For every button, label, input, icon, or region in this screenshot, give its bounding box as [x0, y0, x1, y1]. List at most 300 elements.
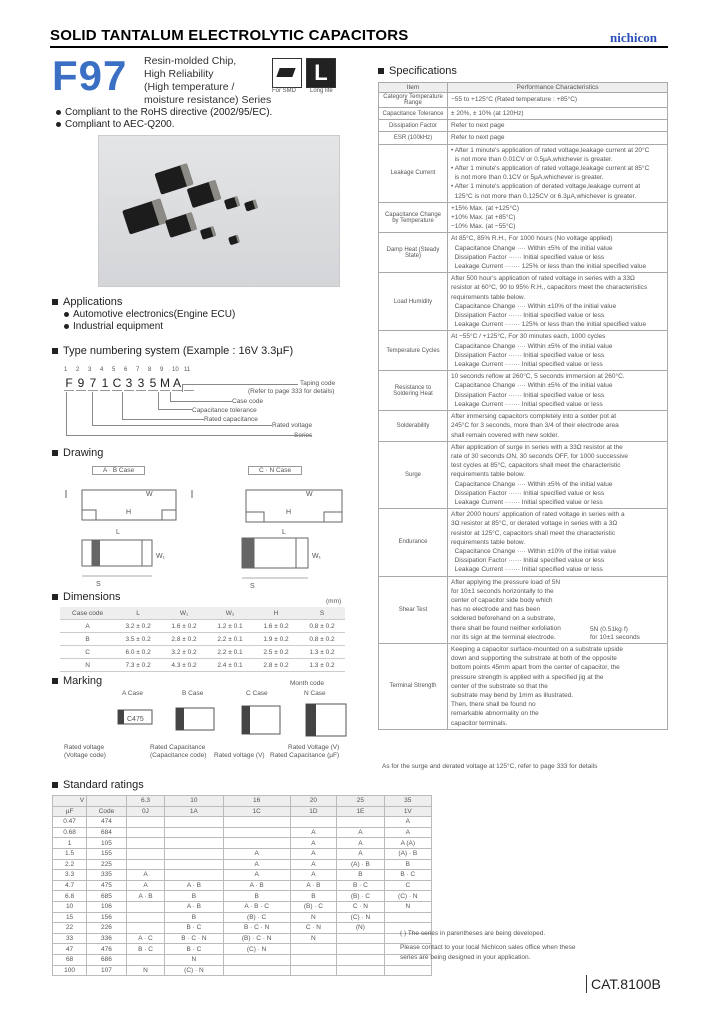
spec-value-line: requirements table below.	[451, 538, 526, 546]
dim-mark-s: S	[96, 581, 101, 588]
spec-value-line: for 10±1 seconds horizontally to the	[451, 587, 554, 595]
header-rule	[50, 46, 668, 48]
ratings-cell: B · C · N	[223, 923, 290, 934]
ratings-cell: B	[337, 870, 384, 881]
code-char: F	[65, 376, 73, 390]
dimensions-header-cell: Case code	[60, 607, 115, 620]
spec-value-line: Dissipation Factor ······ Initial specified value or less	[451, 391, 605, 399]
ratings-cell: 47	[53, 944, 87, 955]
ratings-cell: B · C	[165, 944, 224, 955]
bullet-icon	[64, 312, 69, 317]
case-code-label: Case code	[232, 398, 264, 405]
spec-row	[379, 93, 668, 108]
ratings-cell: 476	[87, 944, 127, 955]
ratings-title: Standard ratings	[52, 779, 144, 791]
ratings-code-cell: 1D	[290, 806, 337, 817]
spec-value-line: Dissipation Factor ······ Initial specified value or less	[451, 557, 605, 565]
ratings-cell	[223, 965, 290, 976]
spec-value-line: center of the substrate so that the	[451, 682, 548, 690]
dim-mark-w: W	[146, 491, 153, 498]
spec-value-line: pressure strength is applied with a specified jig at the	[451, 673, 604, 681]
dimensions-table	[60, 607, 345, 672]
dim-mark-l: L	[116, 529, 120, 536]
dimensions-header-row	[60, 607, 345, 620]
ratings-cell: (A) · B	[384, 848, 431, 859]
spec-value-line: Leakage Current ······· Initial specified value or less	[451, 361, 603, 369]
section-square-icon	[52, 348, 58, 354]
spec-item-name: Temperature Cycles	[379, 331, 448, 371]
position-number: 5	[112, 367, 116, 373]
marking-label-voltage-code: Rated voltage (Voltage code)	[64, 744, 106, 759]
spec-value-line: Dissipation Factor ······ Initial specified value or less	[451, 312, 605, 320]
ratings-cell	[165, 817, 224, 828]
ratings-note-1: ( ) The series in parentheses are being developed.	[400, 930, 546, 937]
section-square-icon	[52, 594, 58, 600]
ratings-cell	[126, 912, 164, 923]
dimensions-header-cell: H	[253, 607, 299, 620]
spec-item-name: Leakage Current	[379, 144, 448, 202]
ratings-cell	[337, 933, 384, 944]
spec-value-line: Dissipation Factor ······ Initial specified value or less	[451, 489, 605, 497]
spec-value-cell	[448, 273, 668, 331]
spec-row	[379, 371, 668, 411]
outline-drawing	[56, 478, 346, 598]
taping-code-ref: (Refer to page 333 for details)	[248, 388, 335, 395]
ratings-cell: B · C	[384, 870, 431, 881]
table-row	[60, 646, 345, 659]
spec-row	[379, 331, 668, 371]
dim-mark-w-cn: W	[306, 491, 313, 498]
ratings-header-cell	[87, 796, 127, 807]
ratings-cell: B · C	[165, 923, 224, 934]
ratings-cell: (B) · C	[290, 901, 337, 912]
long-life-icon: L	[306, 58, 336, 88]
spec-value-line: −10% Max. (at −55°C)	[451, 223, 516, 231]
spec-value-line: • After 1 minute's application of rated voltage,leakage current at 20°C	[451, 146, 650, 154]
drawing-case-cn: C · N Case	[248, 466, 302, 475]
ratings-cell: B	[384, 859, 431, 870]
dimensions-cell: 1.3 ± 0.2	[299, 659, 345, 672]
spec-value-cell	[448, 411, 668, 442]
ratings-cell: N	[384, 901, 431, 912]
table-row	[53, 923, 432, 934]
brand-logo: nichicon	[610, 30, 657, 45]
ratings-code-cell: µF	[53, 806, 87, 817]
series-name: F97	[52, 52, 128, 99]
chip-image	[122, 198, 168, 234]
spec-item-name: Damp Heat (Steady State)	[379, 233, 448, 273]
ratings-cell: 225	[87, 859, 127, 870]
ratings-cell: A · B	[290, 880, 337, 891]
table-row	[53, 912, 432, 923]
ratings-cell	[165, 848, 224, 859]
ratings-cell: A	[337, 838, 384, 849]
spec-item-name: Solderability	[379, 411, 448, 442]
smd-icon-label: For SMD	[272, 88, 296, 94]
ratings-cell: (C) · N	[223, 944, 290, 955]
spec-row	[379, 132, 668, 144]
spec-header-row	[379, 83, 668, 93]
dimensions-cell: 2.8 ± 0.2	[161, 633, 207, 646]
dimensions-cell: B	[60, 633, 115, 646]
spec-value-line: resistor at 125°C, capacitors shall meet the characteristic	[451, 529, 616, 537]
spec-value-line: Capacitance Change ···· Within ±5% of the initial value	[451, 342, 613, 350]
ratings-cell: 2.2	[53, 859, 87, 870]
table-row	[53, 817, 432, 828]
ratings-cell	[126, 827, 164, 838]
spec-value-line: Leakage Current ······· Initial specified value or less	[451, 498, 603, 506]
dimensions-cell: A	[60, 620, 115, 633]
spec-value-line: +15% Max. (at +125°C)	[451, 204, 519, 212]
code-char: 5	[149, 376, 157, 390]
marking-label-rated-voltage-n: Rated Voltage (V)	[288, 744, 340, 751]
spec-value-line: is not more than 0.01CV or 0.5µA,whichever is greater.	[451, 155, 613, 163]
ratings-cell	[290, 817, 337, 828]
ratings-voltage-header: 25	[337, 796, 384, 807]
ratings-cell: (B) · C · N	[223, 933, 290, 944]
ratings-cell	[337, 817, 384, 828]
dimensions-cell: 1.2 ± 0.1	[207, 620, 253, 633]
ratings-cell: 226	[87, 923, 127, 934]
ratings-cell: A	[223, 870, 290, 881]
ratings-cell	[165, 838, 224, 849]
spec-value-cell	[448, 441, 668, 508]
specifications-title: Specifications	[378, 65, 457, 77]
ratings-cell: (C) · N	[337, 912, 384, 923]
ratings-cell: B · C	[126, 944, 164, 955]
spec-value-line: −55 to +125°C (Rated temperature : +85°C)	[451, 96, 578, 104]
dimensions-cell: 2.8 ± 0.2	[253, 659, 299, 672]
ratings-cell	[126, 859, 164, 870]
spec-item-name: Resistance to Soldering Heat	[379, 371, 448, 411]
ratings-cell: 6.8	[53, 891, 87, 902]
spec-value-line: +10% Max. (at +85°C)	[451, 214, 516, 222]
code-char: 9	[77, 376, 85, 390]
table-row	[53, 838, 432, 849]
ratings-cell: A	[337, 827, 384, 838]
chip-image	[165, 212, 197, 238]
section-square-icon	[52, 450, 58, 456]
spec-value-line: rate of 30 seconds ON, 30 seconds OFF, for 1000 successive	[451, 452, 629, 460]
dimensions-cell: 1.6 ± 0.2	[161, 620, 207, 633]
spec-value-line: shall remain covered with new solder.	[451, 431, 560, 439]
ratings-cell: N	[165, 954, 224, 965]
spec-value-line: there shall be found neither exfoliation	[451, 624, 561, 632]
position-number: 10	[172, 367, 179, 373]
ratings-header-row	[53, 796, 432, 807]
spec-value-line: After application of surge in series with a 33Ω resistor at the	[451, 443, 623, 451]
spec-row	[379, 643, 668, 729]
ratings-cell: A	[290, 859, 337, 870]
capacitance-tolerance-label: Capacitance tolerance	[192, 407, 257, 414]
ratings-cell	[165, 827, 224, 838]
ratings-cell: C · N	[337, 901, 384, 912]
ratings-cell: 3.3	[53, 870, 87, 881]
dimensions-cell: 2.2 ± 0.1	[207, 646, 253, 659]
ratings-cell: A	[384, 827, 431, 838]
ratings-cell	[126, 901, 164, 912]
table-row	[53, 954, 432, 965]
ratings-cell: 474	[87, 817, 127, 828]
position-number: 6	[124, 367, 128, 373]
chip-image	[244, 199, 258, 211]
ratings-cell: A · B	[126, 891, 164, 902]
spec-value-line: At −55°C / +125°C, For 30 minutes each, 1000 cycles	[451, 333, 606, 341]
spec-value-line: Leakage Current ······· 125% or less than the initial specified value	[451, 263, 647, 271]
ratings-cell	[126, 817, 164, 828]
spec-value-cell	[448, 93, 668, 108]
spec-item-name: ESR (100kHz)	[379, 132, 448, 144]
ratings-cell: 155	[87, 848, 127, 859]
drawing-title: Drawing	[52, 447, 103, 459]
spec-row	[379, 411, 668, 442]
code-char: A	[172, 376, 181, 390]
ratings-cell: A	[126, 880, 164, 891]
ratings-cell: 335	[87, 870, 127, 881]
dimensions-cell: 7.3 ± 0.2	[115, 659, 161, 672]
spec-value-line: After 500 hour's application of rated voltage in series with a 33Ω	[451, 275, 635, 283]
ratings-cell: 475	[87, 880, 127, 891]
spec-value-line: ± 20%, ± 10% (at 120Hz)	[451, 110, 524, 117]
spec-value-line: has no electrode and has been	[451, 606, 541, 614]
position-number: 4	[100, 367, 104, 373]
spec-value-line: requirements table below.	[451, 471, 526, 479]
dim-mark-w1: W₁	[156, 553, 165, 560]
spec-value-line: capacitor terminals.	[451, 719, 508, 727]
footer-rule	[586, 975, 587, 993]
spec-item-name: Endurance	[379, 509, 448, 576]
spec-value-line: substrate may bend by 1mm as illustrated.	[451, 691, 574, 699]
spec-value-line: After 2000 hours' application of rated voltage in series with a	[451, 511, 625, 519]
ratings-cell: (B) · C	[223, 912, 290, 923]
dimensions-header-cell: L	[115, 607, 161, 620]
section-square-icon	[378, 68, 384, 74]
table-row	[60, 620, 345, 633]
spec-value-line: center of capacitor side body which	[451, 596, 553, 604]
spec-value-line: • After 1 minute's application of derated voltage,leakage current at	[451, 183, 641, 191]
ratings-cell: A	[126, 870, 164, 881]
spec-value-line: 125°C is not more than 0.125CV or 6.3µA,whichever is greater.	[451, 192, 637, 200]
spec-value-cell	[448, 108, 668, 120]
dim-mark-h-cn: H	[286, 509, 292, 516]
ratings-cell: 684	[87, 827, 127, 838]
spec-row	[379, 273, 668, 331]
ratings-note-3: series are being designed in your application.	[400, 954, 531, 961]
ratings-cell: B	[165, 912, 224, 923]
ratings-cell: 33	[53, 933, 87, 944]
ratings-cell: 0.68	[53, 827, 87, 838]
spec-value-cell	[448, 509, 668, 576]
code-char: 3	[137, 376, 145, 390]
marking-case-n: N Case	[304, 690, 326, 697]
table-row	[53, 859, 432, 870]
ratings-note-2: Please contact to your local Nichicon sales office when these	[400, 944, 576, 951]
ratings-code-cell: Code	[87, 806, 127, 817]
ratings-cell: A	[337, 848, 384, 859]
spec-value-line: Capacitance Change ···· Within ±5% of the initial value	[451, 244, 613, 252]
spec-value-line: Dissipation Factor ······ Initial specified value or less	[451, 351, 605, 359]
ratings-cell: 100	[53, 965, 87, 976]
ratings-cell	[384, 912, 431, 923]
spec-header-perf: Performance Characteristics	[448, 83, 668, 93]
catalog-number: CAT.8100B	[591, 976, 661, 992]
dimensions-cell: 1.3 ± 0.2	[299, 646, 345, 659]
ratings-code-cell: 1A	[165, 806, 224, 817]
ratings-cell: A · C	[126, 933, 164, 944]
spec-row	[379, 120, 668, 132]
spec-value-line: remarkable abnormality on the	[451, 710, 539, 718]
ratings-cell	[290, 965, 337, 976]
marking-case-a: A Case	[122, 690, 143, 697]
spec-value-line: After applying the pressure load of 5N	[451, 578, 561, 586]
ratings-cell: B · C · N	[165, 933, 224, 944]
ratings-cell: B	[165, 891, 224, 902]
ratings-cell: A · B	[223, 880, 290, 891]
ratings-cell: B · C	[337, 880, 384, 891]
spec-value-line: Capacitance Change ···· Within ±5% of the initial value	[451, 480, 613, 488]
ratings-voltage-header: 35	[384, 796, 431, 807]
ratings-table	[52, 795, 432, 976]
spec-value-line: After immersing capacitors completely into a solder pot at	[451, 413, 617, 421]
ratings-cell: B	[223, 891, 290, 902]
position-number: 7	[136, 367, 140, 373]
ratings-cell	[290, 944, 337, 955]
spec-value-line: At 85°C, 85% R.H., For 1000 hours (No voltage applied)	[451, 235, 613, 243]
ratings-cell: 336	[87, 933, 127, 944]
dim-mark-w1-cn: W₁	[312, 553, 321, 560]
ratings-voltage-header: 16	[223, 796, 290, 807]
chip-image	[228, 235, 240, 246]
ratings-cell: A · B · C	[223, 901, 290, 912]
ratings-cell: (C) · N	[384, 891, 431, 902]
ratings-cell	[126, 954, 164, 965]
ratings-cell: A	[290, 870, 337, 881]
dimensions-cell: 2.4 ± 0.1	[207, 659, 253, 672]
ratings-header-cell: V	[53, 796, 87, 807]
code-char: C	[112, 376, 122, 390]
dimensions-cell: 2.5 ± 0.2	[253, 646, 299, 659]
ratings-cell: A	[290, 848, 337, 859]
spec-value-line: 10 seconds reflow at 260°C, 5 seconds immersion at 260°C.	[451, 373, 625, 381]
ratings-cell: 0.47	[53, 817, 87, 828]
ratings-code-cell: 1E	[337, 806, 384, 817]
marking-chip-a-code: C475	[127, 716, 144, 723]
ratings-cell: A	[223, 859, 290, 870]
ratings-cell: 156	[87, 912, 127, 923]
ratings-cell: 22	[53, 923, 87, 934]
spec-value-cell	[448, 202, 668, 233]
marking-label-rated-capacitance: Rated Capacitance (µF)	[270, 752, 340, 759]
spec-item-name: Terminal Strength	[379, 643, 448, 729]
spec-value-line: requirements table below.	[451, 293, 526, 301]
dim-mark-l-cn: L	[282, 529, 286, 536]
position-number: 3	[88, 367, 92, 373]
ratings-cell: 685	[87, 891, 127, 902]
ratings-cell: 106	[87, 901, 127, 912]
spec-header-item: Item	[379, 83, 448, 93]
drawing-case-ab: A · B Case	[92, 466, 145, 475]
ratings-cell	[290, 954, 337, 965]
header-title: SOLID TANTALUM ELECTROLYTIC CAPACITORS	[50, 27, 409, 44]
spec-value-cell	[448, 643, 668, 729]
spec-value-line: Keeping a capacitor surface-mounted on a substrate upside	[451, 645, 623, 653]
spec-row	[379, 233, 668, 273]
dimensions-cell: 1.6 ± 0.2	[253, 620, 299, 633]
spec-value-line: Then, there shall be found no	[451, 701, 536, 709]
table-row	[53, 880, 432, 891]
chip-image	[224, 196, 240, 210]
ratings-cell: N	[290, 912, 337, 923]
ratings-cell: 4.7	[53, 880, 87, 891]
spec-value-line: Capacitance Change ···· Within ±10% of the initial value	[451, 547, 617, 555]
table-row	[53, 891, 432, 902]
month-code-label: Month code	[290, 680, 324, 687]
marking-label-rated-voltage: Rated voltage (V)	[214, 752, 265, 759]
ratings-cell: 686	[87, 954, 127, 965]
ratings-cell: A	[290, 838, 337, 849]
ratings-voltage-header: 20	[290, 796, 337, 807]
applications-title: Applications	[52, 296, 122, 308]
table-row	[53, 944, 432, 955]
dimensions-cell: 0.8 ± 0.2	[299, 633, 345, 646]
spec-item-name: Load Humidity	[379, 273, 448, 331]
spec-value-line: • After 1 minute's application of rated voltage,leakage current at 85°C	[451, 165, 650, 173]
marking-case-c: C Case	[246, 690, 268, 697]
ratings-voltage-header: 6.3	[126, 796, 164, 807]
spec-row	[379, 202, 668, 233]
application-item: Automotive electronics(Engine ECU)	[64, 309, 235, 320]
table-row	[53, 933, 432, 944]
long-life-icon-label: Long life	[310, 88, 333, 94]
ratings-cell	[126, 848, 164, 859]
position-number: 9	[160, 367, 164, 373]
section-square-icon	[52, 299, 58, 305]
ratings-cell	[165, 870, 224, 881]
dimensions-cell: 3.5 ± 0.2	[115, 633, 161, 646]
section-square-icon	[52, 678, 58, 684]
spec-value-line: nor its sign at the terminal electrode.	[451, 633, 556, 641]
rated-voltage-label: Rated voltage	[272, 422, 313, 429]
spec-note: As for the surge and derated voltage at 125°C, refer to page 333 for details	[382, 763, 598, 770]
spec-value-line: 3Ω resistor at 85°C, or derated voltage in series with a 3Ω	[451, 520, 618, 528]
dimensions-header-cell: W₂	[207, 607, 253, 620]
series-subtitle: Resin-molded Chip, High Reliability (High temperature / moisture resistance) Series	[144, 55, 272, 106]
ratings-cell: B	[290, 891, 337, 902]
compliance-rohs: Compliant to the RoHS directive (2002/95/EC).	[56, 107, 272, 118]
type-numbering-title: Type numbering system (Example : 16V 3.3µF)	[52, 345, 293, 357]
ratings-cell: A (A)	[384, 838, 431, 849]
dimensions-cell: 0.8 ± 0.2	[299, 620, 345, 633]
spec-item-name: Category Temperature Range	[379, 93, 448, 108]
chip-image	[200, 226, 216, 240]
spec-value-cell	[448, 233, 668, 273]
spec-value-cell	[448, 144, 668, 202]
marking-drawing	[110, 700, 356, 742]
ratings-cell: 15	[53, 912, 87, 923]
spec-value-line: down and supporting the substrate at both of the opposite	[451, 655, 617, 663]
spec-value-line: Dissipation Factor ······ Initial specified value or less	[451, 253, 605, 261]
shear-time-label: for 10±1 seconds	[590, 634, 640, 641]
spec-item-name: Surge	[379, 441, 448, 508]
spec-item-name: Dissipation Factor	[379, 120, 448, 132]
table-row	[53, 848, 432, 859]
ratings-cell	[223, 827, 290, 838]
code-char: 7	[89, 376, 97, 390]
table-row	[53, 965, 432, 976]
taping-code-label: Taping code	[300, 380, 336, 387]
position-number: 2	[76, 367, 80, 373]
ratings-cell: N	[126, 965, 164, 976]
